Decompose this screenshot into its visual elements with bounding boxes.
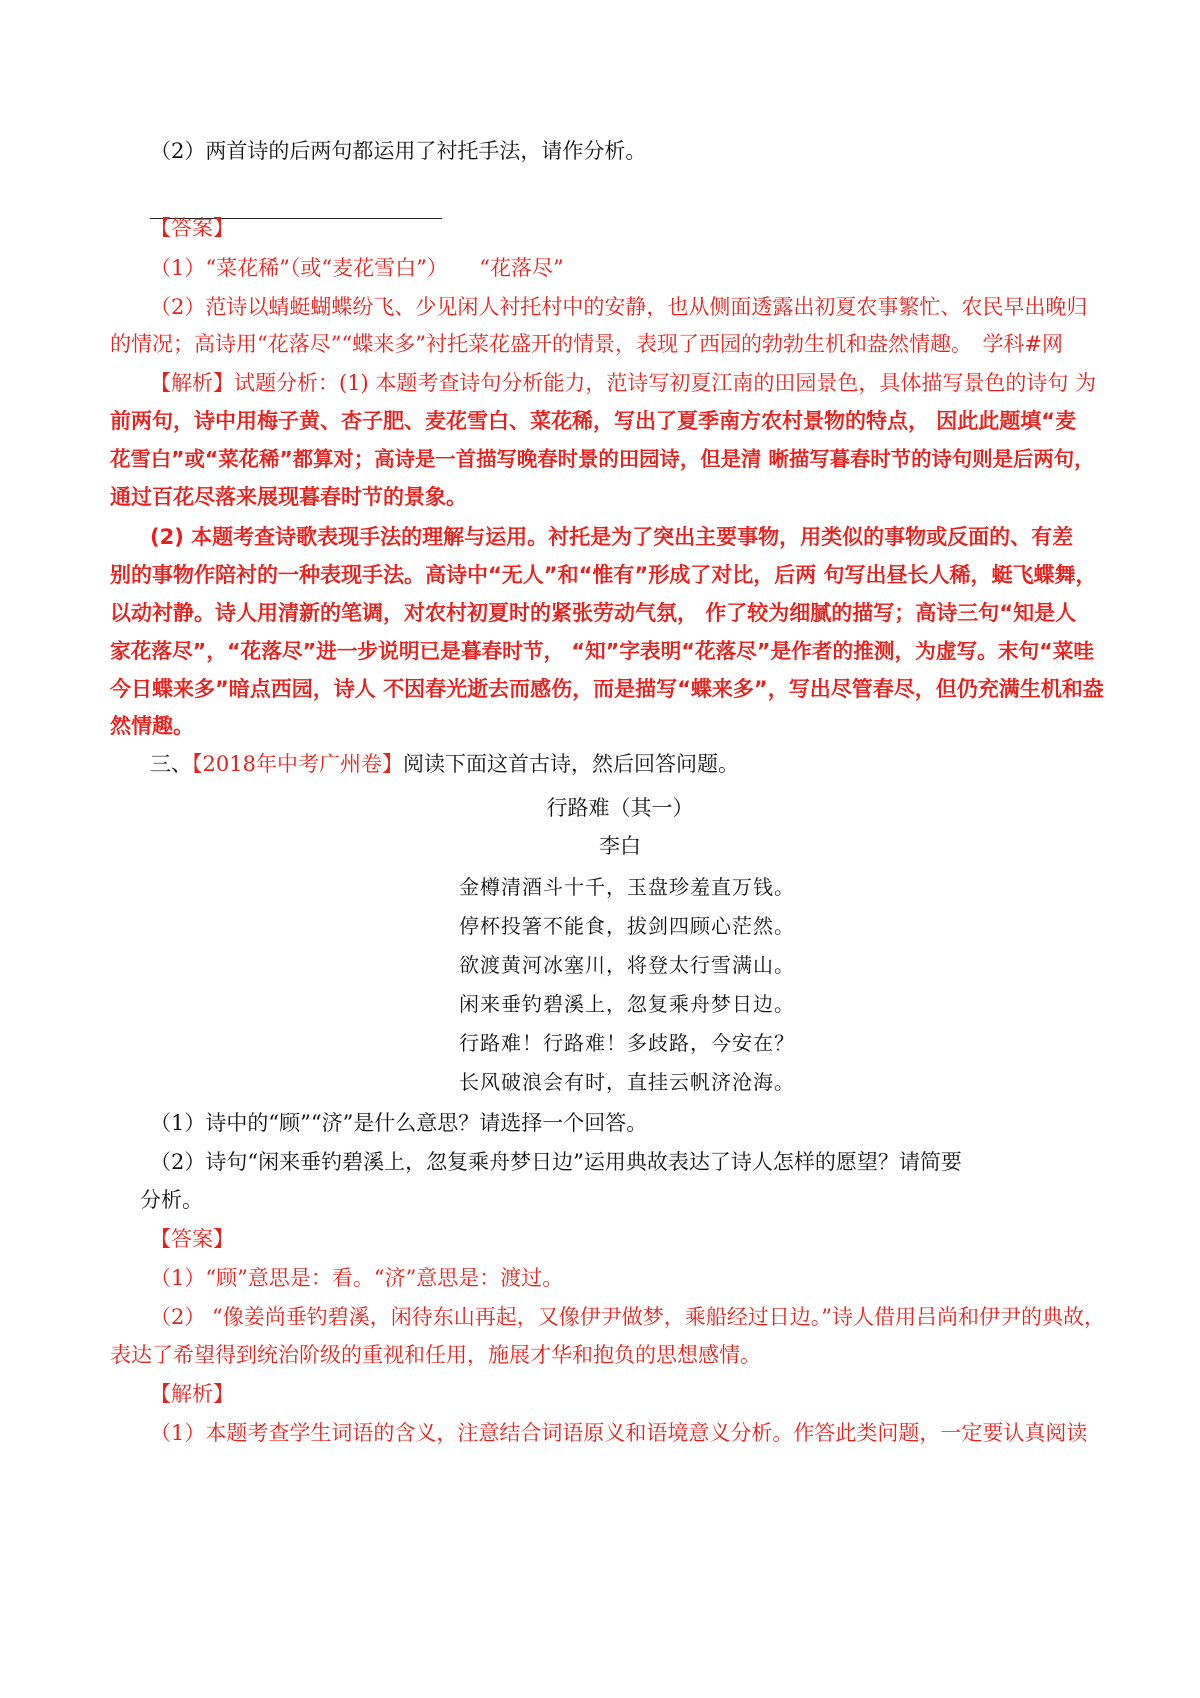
- question-3-2-line-2: 分析。: [140, 1188, 203, 1212]
- answer-3-2-line-2: 表达了希望得到统治阶级的重视和任用，施展才华和抱负的思想感情。: [110, 1343, 761, 1367]
- answer-label: 【答案】: [150, 216, 234, 240]
- analysis-line-10: 然情趣。: [110, 714, 194, 738]
- analysis-line-3: 花雪白”或“菜花稀”都算对；高诗是一首描写晚春时景的田园诗，但是清 晰描写暮春时节的诗句则是后两句，: [110, 447, 1095, 471]
- answer-3-2-line-1: （2） “像姜尚垂钓碧溪，闲待东山再起，又像伊尹做梦，乘船经过日边。”诗人借用吕尚和伊尹的典故，: [150, 1305, 1106, 1329]
- analysis-line-6: 别的事物作陪衬的一种表现手法。高诗中“无人”和“惟有”形成了对比，后两 句写出昼长人稀，蜓飞蝶舞，: [110, 563, 1097, 587]
- analysis-line-9: 今日蝶来多”暗点西园，诗人 不因春光逝去而感伤，而是描写“蝶来多”，写出尽管春尽，但仍充满生机和盎: [110, 677, 1104, 701]
- poem-line: 闲来垂钓碧溪上，忽复乘舟梦日边。: [459, 992, 795, 1016]
- section-3-heading: [150, 749, 1105, 779]
- analysis-label-2: 【解析】: [150, 1382, 234, 1406]
- poem-title: 行路难（其一）: [546, 796, 694, 820]
- question-2-prompt: （2）两首诗的后两句都运用了衬托手法，请作分析。: [150, 139, 647, 163]
- poem-line: 欲渡黄河冰塞川，将登太行雪满山。: [459, 953, 795, 977]
- section-3-source: 【2018年中考广州卷】: [192, 752, 403, 776]
- answer-3-1: （1）“顾”意思是：看。“济”意思是：渡过。: [150, 1266, 564, 1290]
- poem-line: 金樽清酒斗十千，玉盘珍羞直万钱。: [459, 875, 795, 899]
- poem-line: 长风破浪会有时，直挂云帆济沧海。: [459, 1070, 795, 1094]
- analysis-line-5: (2) 本题考查诗歌表现手法的理解与运用。衬托是为了突出主要事物，用类似的事物或反面的、有差: [150, 525, 1074, 549]
- poem-line: 停杯投箸不能食，拔剑四顾心茫然。: [459, 914, 795, 938]
- answer-1: （1）“菜花稀”（或“麦花雪白”） “花落尽”: [150, 256, 564, 280]
- analysis-line-7: 以动衬静。诗人用清新的笔调，对农村初夏时的紧张劳动气氛， 作了较为细腻的描写；高诗三句“知是人: [110, 601, 1077, 625]
- poem-author: 李白: [599, 834, 641, 858]
- section-3-instruction: 阅读下面这首古诗，然后回答问题。: [402, 752, 739, 776]
- answer-2-line-2: 的情况；高诗用“花落尽”“蝶来多”衬托菜花盛开的情景，表现了西园的勃勃生机和盎然情趣。 学科#网: [110, 332, 1064, 356]
- section-3-prefix: 三、: [150, 752, 192, 776]
- analysis-line-8: 家花落尽”，“花落尽”进一步说明已是暮春时节， “知”字表明“花落尽”是作者的推测，为虚写。末句“菜哇: [110, 639, 1095, 663]
- analysis-line-1: 【解析】试题分析：(1) 本题考查诗句分析能力，范诗写初夏江南的田园景色，具体描写景色的诗句 为: [150, 371, 1097, 395]
- question-3-1: （1）诗中的“顾”“济”是什么意思？请选择一个回答。: [150, 1111, 648, 1135]
- analysis-3-line-1: （1）本题考查学生词语的含义，注意结合词语原义和语境意义分析。作答此类问题，一定要认真阅读: [150, 1421, 1088, 1445]
- answer-label-2: 【答案】: [150, 1227, 234, 1251]
- answer-2-line-1: （2）范诗以蜻蜓蝴蝶纷飞、少见闲人衬托村中的安静，也从侧面透露出初夏农事繁忙、农民早出晚归: [150, 295, 1088, 319]
- question-3-2-line-1: （2）诗句“闲来垂钓碧溪上，忽复乘舟梦日边”运用典故表达了诗人怎样的愿望？请简要: [150, 1150, 962, 1174]
- analysis-line-4: 通过百花尽落来展现暮春时节的景象。: [110, 485, 467, 509]
- analysis-line-2: 前两句，诗中用梅子黄、杏子肥、麦花雪白、菜花稀，写出了夏季南方农村景物的特点， 因此此题填“麦: [110, 409, 1077, 433]
- poem-line: 行路难！行路难！多歧路，今安在？: [459, 1031, 795, 1055]
